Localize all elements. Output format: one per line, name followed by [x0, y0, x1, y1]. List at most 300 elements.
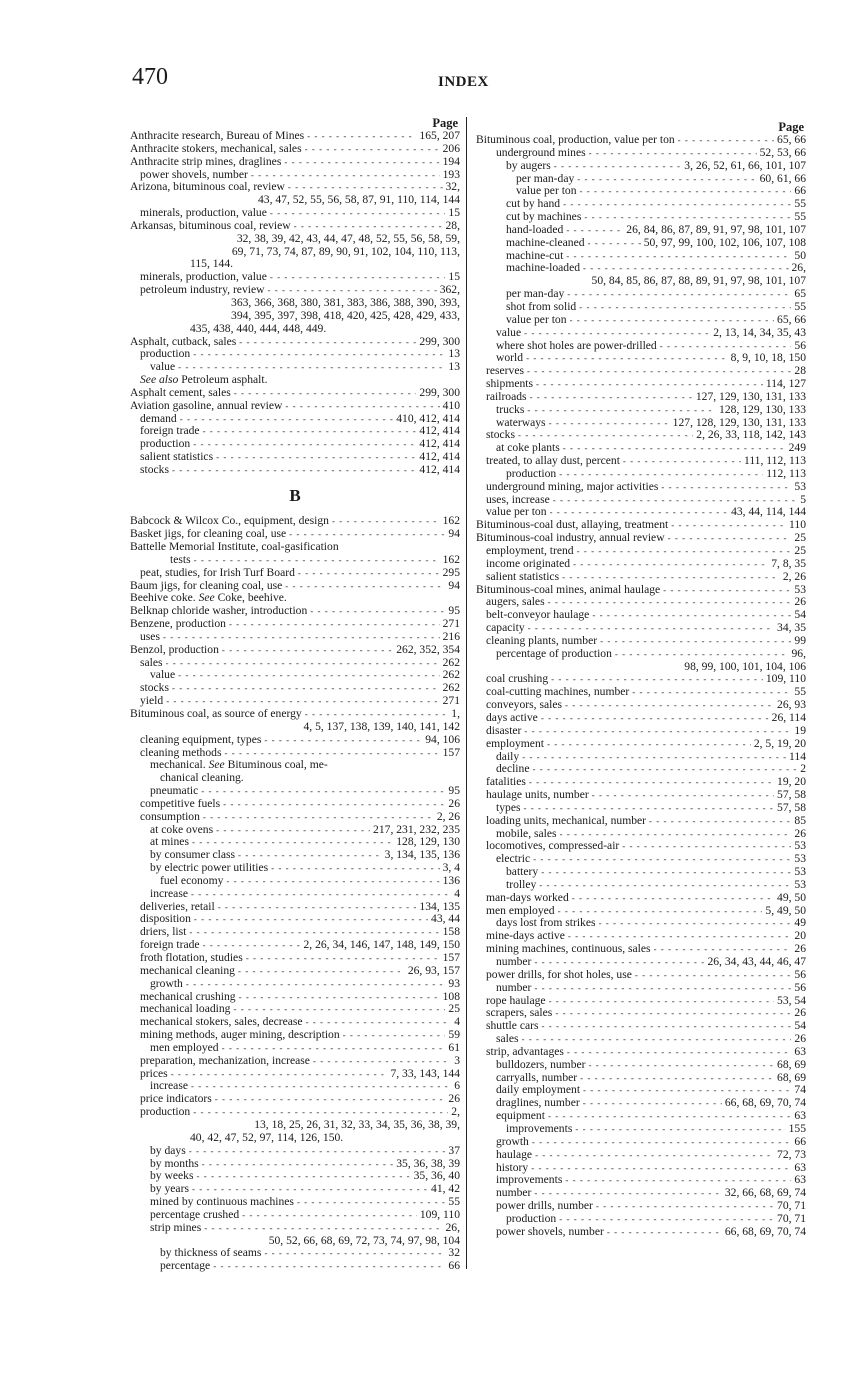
- entry-term: carryalls, number: [496, 1070, 578, 1084]
- index-entry: [476, 211, 806, 224]
- entry-term: cleaning equipment, types: [140, 732, 262, 746]
- entry-pages: 99: [794, 633, 806, 647]
- entry-pages: 206: [442, 141, 460, 155]
- leader-dots: [523, 802, 774, 815]
- entry-term: salient statistics: [140, 450, 214, 464]
- index-entry: [130, 631, 460, 644]
- entry-term: by weeks: [150, 1169, 194, 1183]
- entry-pages: 13: [448, 360, 460, 374]
- index-entry: [476, 866, 806, 879]
- index-entry: [130, 657, 460, 670]
- entry-term: world: [496, 351, 524, 365]
- index-entry: [130, 888, 460, 901]
- leader-dots: [567, 1046, 791, 1059]
- entry-text: [130, 541, 460, 554]
- leader-dots: [589, 147, 757, 160]
- entry-term: stocks: [140, 681, 169, 695]
- index-entry: [130, 348, 460, 361]
- entry-term: percentage crushed: [150, 1207, 240, 1221]
- entry-pages: 95: [448, 784, 460, 798]
- entry-pages: 13, 18, 25, 26, 31, 32, 33, 34, 35, 36, 38, 39,: [254, 1117, 460, 1131]
- entry-term: per man-day: [506, 287, 565, 301]
- leader-dots: [583, 1097, 722, 1110]
- entry-term: peat, studies, for Irish Turf Board: [140, 565, 295, 579]
- entry-pages: 394, 395, 397, 398, 418, 420, 425, 428, 429, 433,: [231, 308, 460, 322]
- entry-pages: 43, 44, 114, 144: [731, 505, 806, 519]
- leader-dots: [193, 438, 416, 451]
- leader-dots: [579, 301, 791, 314]
- leader-dots: [246, 952, 440, 965]
- index-entry: [476, 802, 806, 815]
- entry-pages: 3: [454, 1053, 460, 1067]
- entry-text: [130, 323, 460, 336]
- leader-dots: [527, 404, 716, 417]
- index-entry: [476, 327, 806, 340]
- entry-pages: 69, 71, 73, 74, 87, 89, 90, 91, 102, 104, 110, 113,: [231, 244, 460, 258]
- leader-dots: [218, 901, 417, 914]
- entry-term: Babcock & Wilcox Co., equipment, design: [130, 514, 329, 528]
- entry-pages: 4, 5, 137, 138, 139, 140, 141, 142: [303, 719, 460, 733]
- leader-dots: [202, 1158, 394, 1171]
- entry-pages: 32,: [445, 180, 460, 194]
- entry-term: mining methods, auger mining, description: [140, 1028, 340, 1042]
- leader-dots: [635, 969, 792, 982]
- entry-term: fuel economy: [160, 873, 224, 887]
- index-entries: [130, 130, 460, 1273]
- leader-dots: [310, 605, 445, 618]
- leader-dots: [528, 622, 774, 635]
- entry-pages: 56: [794, 980, 806, 994]
- leader-dots: [678, 134, 774, 147]
- entry-pages: 65, 66: [777, 312, 806, 326]
- entry-pages: 262: [442, 668, 460, 682]
- index-entry: [476, 969, 806, 982]
- entry-term: disposition: [140, 912, 191, 926]
- leader-dots: [534, 956, 704, 969]
- leader-dots: [548, 1110, 791, 1123]
- entry-pages: 43, 47, 52, 55, 56, 58, 87, 91, 110, 114, 144: [257, 193, 460, 207]
- entry-term: daily: [496, 749, 520, 763]
- leader-dots: [189, 1145, 446, 1158]
- entry-term: price indicators: [140, 1092, 212, 1106]
- entry-term: production: [506, 466, 557, 480]
- index-entry: [130, 682, 460, 695]
- entry-term: salient statistics: [486, 569, 560, 583]
- entry-pages: 50: [794, 248, 806, 262]
- entry-pages: 271: [442, 694, 460, 708]
- entry-term: number: [496, 1186, 532, 1200]
- index-entry: [476, 1033, 806, 1046]
- entry-pages: 94: [448, 578, 460, 592]
- entry-term: haulage units, number: [486, 788, 589, 802]
- entry-pages: 55: [794, 197, 806, 211]
- leader-dots: [270, 271, 446, 284]
- entry-term: mined by continuous machines: [150, 1195, 294, 1209]
- entry-term: income originated: [486, 556, 571, 570]
- entry-pages: 28,: [445, 218, 460, 232]
- entry-term: mechanical loading: [140, 1002, 231, 1016]
- entry-term: yield: [140, 694, 164, 708]
- entry-term: shot from solid: [506, 299, 577, 313]
- leader-dots: [196, 1170, 410, 1183]
- index-entry: [476, 224, 806, 237]
- entry-term: cut by hand: [506, 197, 561, 211]
- entry-term: mine-days active: [486, 929, 565, 943]
- entry-pages: 20: [794, 929, 806, 943]
- leader-dots: [213, 1260, 445, 1273]
- index-entry: [130, 952, 460, 965]
- leader-dots: [533, 853, 791, 866]
- entry-pages: 15: [448, 270, 460, 284]
- leader-dots: [541, 866, 791, 879]
- leader-dots: [565, 699, 774, 712]
- entry-term: at coke ovens: [150, 822, 214, 836]
- entry-pages: 127, 128, 129, 130, 131, 133: [672, 415, 806, 429]
- entry-pages: 6: [454, 1079, 460, 1093]
- entry-pages: 50, 97, 99, 100, 102, 106, 107, 108: [643, 235, 806, 249]
- entry-pages: 299, 300: [419, 385, 460, 399]
- leader-dots: [163, 631, 440, 644]
- leader-dots: [222, 1042, 446, 1055]
- entry-pages: 262: [442, 681, 460, 695]
- entry-term: percentage of production: [496, 646, 612, 660]
- entry-pages: 26: [448, 1092, 460, 1106]
- entry-pages: 412, 414: [419, 424, 460, 438]
- leader-dots: [539, 879, 791, 892]
- index-entry: [130, 798, 460, 811]
- entry-term: reserves: [486, 364, 524, 378]
- index-entry: [476, 301, 806, 314]
- entry-pages: 1,: [451, 706, 460, 720]
- index-entry: [130, 1209, 460, 1222]
- entry-pages: 3, 134, 135, 136: [384, 848, 460, 862]
- entry-term: strip mines: [150, 1220, 202, 1234]
- index-entry: [476, 147, 806, 160]
- entry-term: value: [496, 325, 522, 339]
- leader-dots: [216, 451, 416, 464]
- leader-dots: [668, 532, 792, 545]
- entry-term: 40, 42, 47, 52, 97, 114, 126, 150.: [190, 1130, 344, 1144]
- index-entry: [476, 982, 806, 995]
- entry-pages: 28: [794, 364, 806, 378]
- entry-term: by years: [150, 1182, 189, 1196]
- entry-pages: 249: [788, 441, 806, 455]
- entry-term: Asphalt cement, sales: [130, 385, 231, 399]
- entry-pages: 63: [794, 1160, 806, 1174]
- section-letter: B: [289, 485, 301, 505]
- entry-pages: 55: [794, 299, 806, 313]
- entry-pages: 55: [794, 210, 806, 224]
- leader-dots: [530, 391, 693, 404]
- entry-pages: 85: [794, 813, 806, 827]
- entry-pages: 127, 129, 130, 131, 133: [695, 389, 806, 403]
- entry-pages: 66: [448, 1259, 460, 1273]
- leader-dots: [285, 400, 439, 413]
- entry-pages: 41, 42: [431, 1182, 460, 1196]
- entry-pages: 98, 99, 100, 101, 104, 106: [684, 659, 806, 673]
- entry-pages: 193: [442, 167, 460, 181]
- leader-dots: [191, 1080, 451, 1093]
- entry-continuation: [130, 721, 460, 734]
- leader-dots: [284, 156, 439, 169]
- entry-term: Anthracite research, Bureau of Mines: [130, 129, 305, 142]
- entry-pages: 37: [448, 1143, 460, 1157]
- index-entry: [130, 156, 460, 169]
- entry-pages: 158: [442, 925, 460, 939]
- entry-term: Anthracite strip mines, draglines: [130, 154, 282, 168]
- entry-pages: 217, 231, 232, 235: [373, 822, 460, 836]
- leader-dots: [216, 824, 370, 837]
- entry-pages: 26: [794, 826, 806, 840]
- entry-term: man-days worked: [486, 890, 569, 904]
- index-entry: [476, 738, 806, 751]
- entry-term: by electric power utilities: [150, 861, 269, 875]
- entry-term: number: [496, 955, 532, 968]
- entry-term: mechanical cleaning: [140, 963, 235, 977]
- entry-pages: 50, 52, 66, 68, 69, 72, 73, 74, 97, 98, 104: [268, 1233, 460, 1247]
- entry-term: per man-day: [516, 171, 575, 185]
- entry-term: Arizona, bituminous coal, review: [130, 180, 285, 194]
- entry-pages: 35, 36, 40: [413, 1169, 460, 1183]
- entry-pages: 4: [454, 886, 460, 900]
- index-entry: [476, 378, 806, 391]
- index-entry: [476, 134, 806, 147]
- entry-pages: 295: [442, 565, 460, 579]
- leader-dots: [567, 288, 791, 301]
- leader-dots: [239, 336, 416, 349]
- entry-pages: 26: [448, 796, 460, 810]
- entry-pages: 109, 110: [765, 672, 806, 686]
- entry-term: minerals, production, value: [140, 206, 267, 220]
- entry-term: days lost from strikes: [496, 916, 596, 930]
- entry-term: by days: [150, 1143, 186, 1157]
- entry-term: coal crushing: [486, 672, 549, 686]
- index-entry: [476, 635, 806, 648]
- entry-term: driers, list: [140, 925, 187, 939]
- page-number: 470: [132, 64, 168, 90]
- entry-term: trucks: [496, 402, 525, 416]
- leader-dots: [305, 143, 440, 156]
- leader-dots: [172, 464, 416, 477]
- entry-term: underground mining, major activities: [486, 479, 659, 493]
- index-entry: [476, 545, 806, 558]
- entry-term: power drills, number: [496, 1199, 593, 1213]
- entry-term: minerals, production, value: [140, 270, 267, 284]
- entry-term: power drills, for shot holes, use: [486, 967, 632, 981]
- index-entry: [476, 712, 806, 725]
- see-label: See also: [140, 373, 179, 387]
- entry-pages: 53: [794, 852, 806, 866]
- entry-term: uses, increase: [486, 492, 550, 506]
- index-entry: [130, 464, 460, 477]
- entry-term: railroads: [486, 389, 527, 403]
- entry-term: Benzol, production: [130, 642, 219, 656]
- entry-pages: 412, 414: [419, 450, 460, 464]
- entry-pages: 65, 66: [777, 133, 806, 146]
- entry-term: strip, advantages: [486, 1044, 564, 1058]
- entry-term: stocks: [486, 428, 515, 442]
- entry-term: employment, trend: [486, 544, 574, 557]
- entry-term: where shot holes are power-drilled: [496, 338, 657, 352]
- entry-text: [130, 1132, 460, 1145]
- entry-pages: 194: [442, 154, 460, 168]
- leader-dots: [580, 185, 792, 198]
- entry-pages: 128, 129, 130, 133: [719, 402, 806, 416]
- leader-dots: [193, 348, 445, 361]
- leader-dots: [171, 1068, 388, 1081]
- entry-term: Aviation gasoline, annual review: [130, 398, 283, 412]
- entry-term: waterways: [496, 415, 546, 429]
- entry-term: value per ton: [516, 184, 577, 198]
- leader-dots: [532, 763, 797, 776]
- entry-pages: 157: [442, 745, 460, 759]
- entry-pages: 134, 135: [419, 899, 460, 913]
- entry-term: equipment: [496, 1109, 545, 1123]
- entry-term: rope haulage: [486, 993, 546, 1007]
- entry-term: froth flotation, studies: [140, 951, 243, 964]
- index-entry: [476, 237, 806, 250]
- entry-term: battery: [506, 865, 539, 879]
- index-entry: [130, 400, 460, 413]
- entry-pages: 95: [448, 604, 460, 618]
- entry-term: sales: [140, 655, 163, 669]
- entry-term: production: [140, 437, 191, 451]
- leader-dots: [527, 365, 791, 378]
- leader-dots: [600, 635, 791, 648]
- index-entry: [130, 1260, 460, 1273]
- entry-pages: 56: [794, 967, 806, 981]
- entry-pages: 53: [794, 582, 806, 596]
- entry-term: value per ton: [506, 312, 567, 326]
- entry-pages: 110: [789, 518, 806, 532]
- leader-dots: [596, 1200, 774, 1213]
- leader-dots: [524, 327, 710, 340]
- entry-pages: 94: [448, 527, 460, 541]
- entry-pages: 55: [794, 685, 806, 699]
- index-entry: [476, 815, 806, 828]
- index-entry: [130, 669, 460, 682]
- leader-dots: [313, 1055, 451, 1068]
- leader-dots: [223, 798, 445, 811]
- entry-term: men employed: [486, 903, 555, 917]
- entry-pages: 410: [442, 398, 460, 412]
- entry-term: disaster: [486, 723, 522, 737]
- leader-dots: [201, 785, 445, 798]
- entry-pages: 19, 20: [777, 775, 806, 789]
- entry-term: underground mines: [496, 145, 586, 159]
- entry-pages: 53, 54: [777, 993, 806, 1007]
- index-entry: [476, 1136, 806, 1149]
- entry-term: mechanical crushing: [140, 989, 236, 1003]
- entry-pages: 262: [442, 655, 460, 669]
- entry-term: uses: [140, 629, 160, 643]
- entry-pages: 412, 414: [419, 437, 460, 451]
- entry-term: Bituminous coal, production, value per ton: [476, 133, 675, 146]
- index-entry: [130, 554, 460, 567]
- entry-pages: 19: [794, 723, 806, 737]
- index-entry: [130, 1055, 460, 1068]
- entry-term: Belknap chloride washer, introduction: [130, 604, 308, 618]
- entry-term: days active: [486, 710, 538, 724]
- entry-pages: 155: [788, 1121, 806, 1135]
- entry-pages: 66: [794, 184, 806, 198]
- entry-pages: 26, 84, 86, 87, 89, 91, 97, 98, 101, 107: [626, 222, 806, 236]
- entry-term: at coke plants: [496, 441, 560, 455]
- leader-dots: [531, 1162, 791, 1175]
- entry-pages: 26, 114: [771, 710, 806, 724]
- entry-pages: 25: [794, 531, 806, 545]
- leader-dots: [172, 682, 440, 695]
- entry-pages: 49, 50: [777, 890, 806, 904]
- leader-dots: [572, 892, 774, 905]
- entry-pages: 111, 112, 113: [743, 454, 806, 468]
- entry-pages: 57, 58: [777, 800, 806, 814]
- entry-term: augers, sales: [486, 595, 545, 609]
- index-entry: [130, 785, 460, 798]
- entry-term: machine-loaded: [506, 261, 581, 275]
- cross-reference-target: Bituminous coal, me-: [224, 758, 328, 772]
- entry-term: men employed: [150, 1040, 219, 1054]
- entry-continuation: [130, 246, 460, 259]
- entry-pages: 26,: [445, 1220, 460, 1234]
- index-entry: [476, 622, 806, 635]
- entry-pages: 63: [794, 1109, 806, 1123]
- leader-dots: [607, 1226, 722, 1239]
- entry-pages: 2, 5, 19, 20: [753, 736, 806, 750]
- leader-dots: [592, 609, 791, 622]
- entry-term: by augers: [506, 158, 551, 172]
- entry-term: belt-conveyor haulage: [486, 608, 590, 622]
- leader-dots: [584, 211, 791, 224]
- entry-term: mechanical.: [150, 758, 209, 772]
- index-entry: [476, 725, 806, 738]
- entry-pages: 362,: [439, 283, 460, 297]
- entry-term: mining machines, continuous, sales: [486, 942, 651, 956]
- entry-term: Benzene, production: [130, 617, 226, 631]
- entry-pages: 65: [794, 287, 806, 301]
- index-entry: [130, 618, 460, 631]
- index-entry: [130, 1196, 460, 1209]
- index-entry: [476, 1046, 806, 1059]
- entry-term: deliveries, retail: [140, 899, 215, 913]
- index-entry: [476, 879, 806, 892]
- leader-dots: [663, 584, 791, 597]
- leader-dots: [271, 862, 439, 875]
- entry-pages: 53: [794, 479, 806, 493]
- leader-dots: [526, 352, 728, 365]
- entry-pages: 34, 35: [777, 621, 806, 635]
- entry-pages: 43, 44: [431, 912, 460, 926]
- entry-pages: 128, 129, 130: [396, 835, 460, 849]
- running-head: INDEX: [438, 74, 489, 90]
- entry-pages: 412, 414: [419, 462, 460, 476]
- index-entry: [130, 965, 460, 978]
- entry-pages: 216: [442, 629, 460, 643]
- column-divider: [466, 117, 467, 1269]
- leader-dots: [524, 725, 791, 738]
- entry-pages: 66, 68, 69, 70, 74: [724, 1224, 806, 1238]
- index-entry: [476, 558, 806, 571]
- leader-dots: [226, 875, 439, 888]
- entry-pages: 68, 69: [777, 1070, 806, 1084]
- index-entry: [130, 734, 460, 747]
- leader-dots: [563, 198, 791, 211]
- entry-pages: 93: [448, 976, 460, 990]
- entry-term: hand-loaded: [506, 222, 564, 236]
- leader-dots: [559, 1213, 774, 1226]
- entry-term: history: [496, 1160, 529, 1174]
- index-entry: [130, 207, 460, 220]
